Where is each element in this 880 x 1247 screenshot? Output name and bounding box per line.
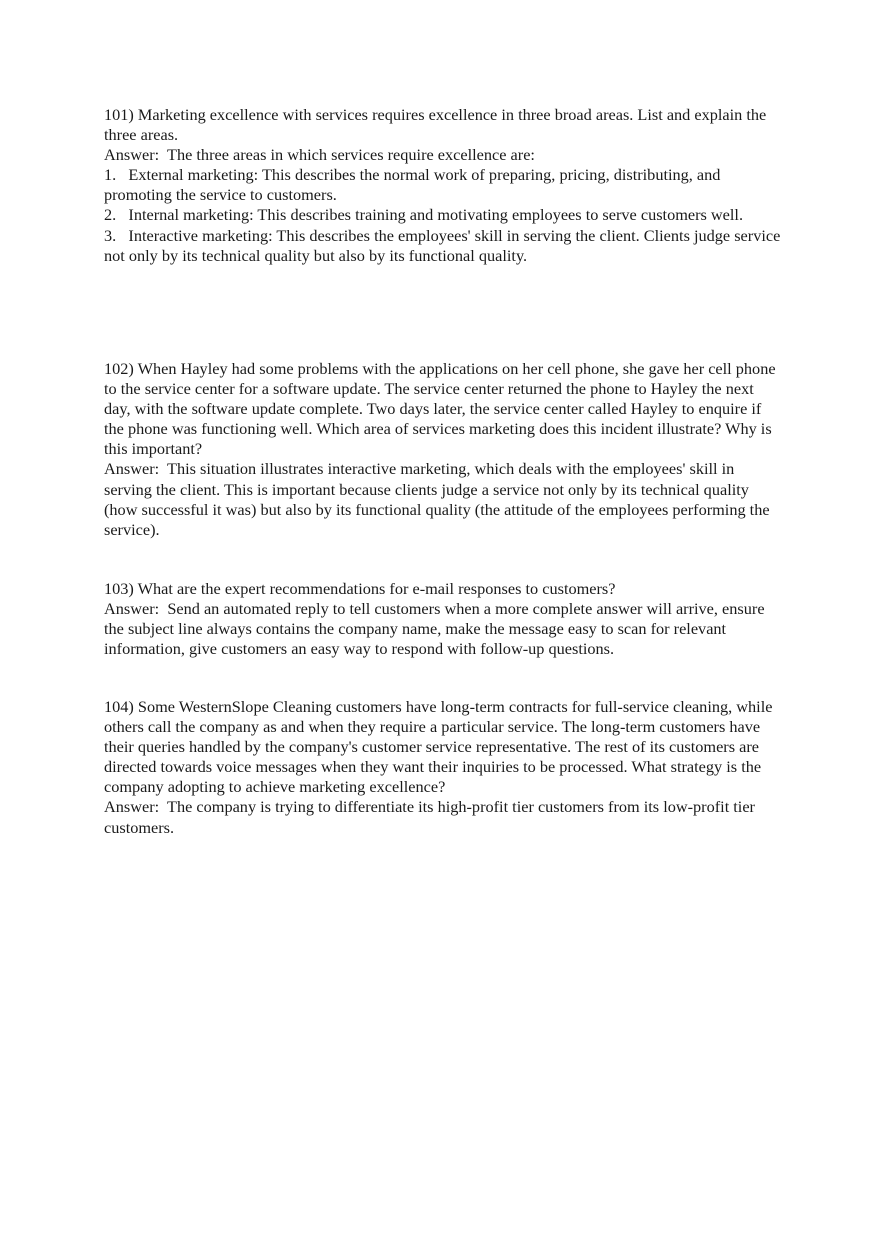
question-104 [104,697,784,838]
answer-text [104,459,784,539]
answer-text [104,145,784,165]
question-number: 104) [104,697,134,716]
question-body: Some WesternSlope Cleaning customers have long-term contracts for full-service cleaning, while others call the company as and when they require a particular service. The long-term customers have their queries handled by the company's customer service representative. The rest of its customers are directed towards voice messages when they want their inquiries to be processed. What strategy is the company adopting to achieve marketing excellence? [104,697,773,797]
question-number: 102) [104,359,134,378]
answer-intro: The three areas in which services require excellence are: [167,145,535,165]
answer-text [104,797,784,837]
answer-label: Answer: [104,459,160,479]
answer-list-item: 1. External marketing: This describes the normal work of preparing, pricing, distributing, and promoting the service to customers. [104,165,721,205]
question-102 [104,359,784,540]
answer-body: The company is trying to differentiate its high-profit tier customers from its low-profit tier customers. [104,797,755,837]
answer-list-item: 2. Internal marketing: This describes training and motivating employees to serve customers well. [104,205,744,225]
question-body: Marketing excellence with services requires excellence in three broad areas. List and explain the three areas. [104,105,767,145]
question-body: When Hayley had some problems with the applications on her cell phone, she gave her cell phone to the service center for a software update. The service center returned the phone to Hayley the next day, with the software update complete. Two days later, the service center called Hayley to enquire if the phone was functioning well. Which area of services marketing does this incident illustrate? Why is this important? [104,359,776,459]
answer-label: Answer: [104,145,160,165]
question-text [104,105,784,145]
question-body: What are the expert recommendations for e-mail responses to customers? [137,579,616,598]
question-103 [104,579,784,659]
question-number: 101) [104,105,134,124]
question-text [104,579,784,599]
question-text [104,359,784,459]
answer-label: Answer: [104,599,160,619]
answer-label: Answer: [104,797,160,817]
answer-body: This situation illustrates interactive marketing, which deals with the employees' skill in serving the client. This is important because clients judge a service not only by its technical quality (how successful it was) but also by its functional quality (the attitude of the employees performing the service). [104,459,770,539]
answer-list-item: 3. Interactive marketing: This describes the employees' skill in serving the client. Clients judge service not only by its technical quality but also by its functional quality. [104,225,781,265]
answer-text [104,599,784,659]
question-101 [104,105,784,266]
question-number: 103) [104,579,134,598]
question-text [104,697,784,797]
answer-body: Send an automated reply to tell customers when a more complete answer will arrive, ensure the subject line always contains the company name, make the message easy to scan for relevant information, give customers an easy way to respond with follow-up questions. [104,599,765,659]
